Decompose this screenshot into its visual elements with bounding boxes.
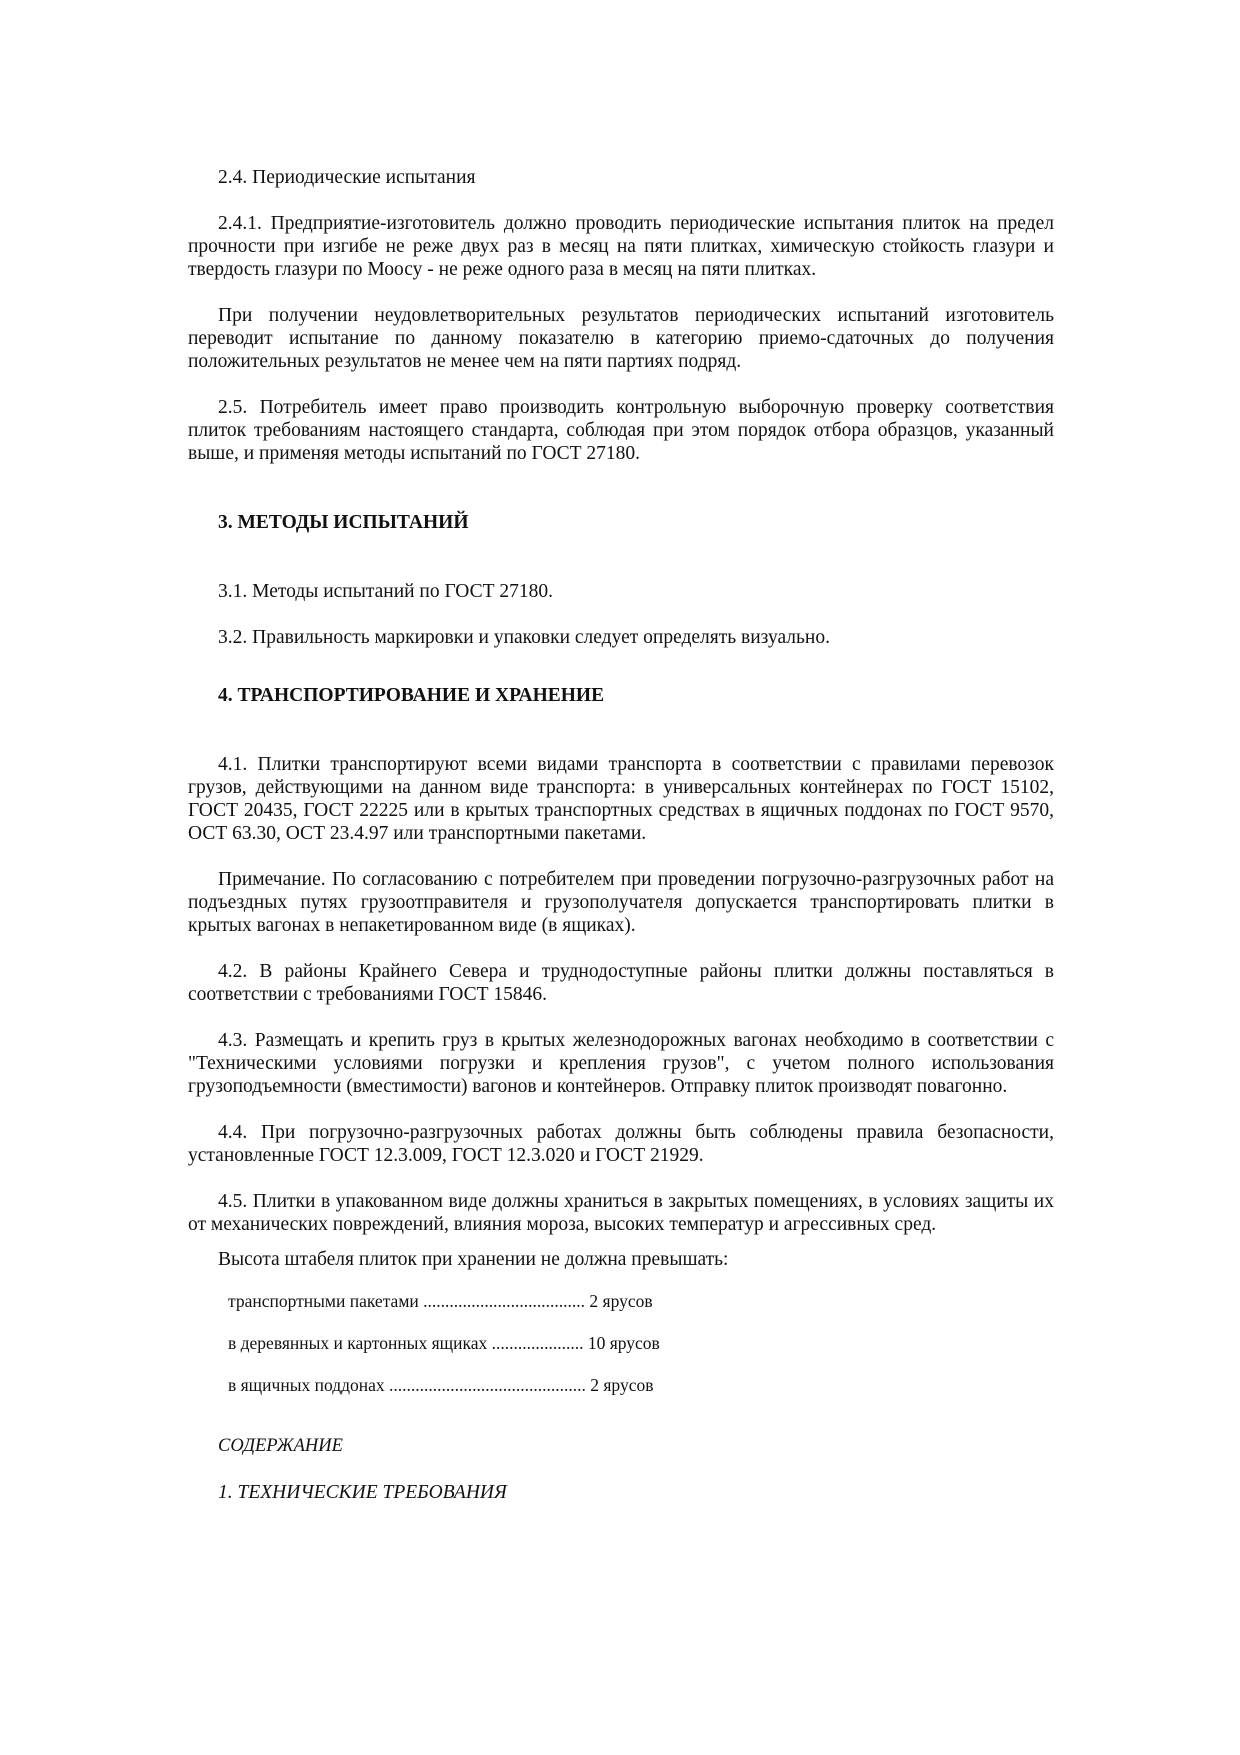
paragraph-4-3: 4.3. Размещать и крепить груз в крытых железнодорожных вагонах необходимо в соответствии с "Техническими условиями погрузки и крепления грузов", с учетом полного использования грузоподъемности (вместимости) вагонов и контейнеров. Отправку плиток производят повагонно. xyxy=(188,1030,1054,1097)
paragraph-4-5: 4.5. Плитки в упакованном виде должны храниться в закрытых помещениях, в условиях защиты их от механических повреждений, влияния мороза, высоких температур и агрессивных сред. xyxy=(188,1191,1054,1235)
document-page xyxy=(188,166,1054,1504)
list-item: в ящичных поддонах ............................................. 2 ярусов xyxy=(228,1375,654,1395)
heading-section-3: 3. МЕТОДЫ ИСПЫТАНИЙ xyxy=(218,512,469,533)
paragraph-4-5-b: Высота штабеля плиток при хранении не должна превышать: xyxy=(218,1249,729,1270)
paragraph-2-4-1: 2.4.1. Предприятие-изготовитель должно проводить периодические испытания плиток на предел прочности при изгибе не реже двух раз в месяц на пяти плитках, химическую стойкость глазури и твердость глазури по Моосу - не реже одного раза в месяц на пяти плитках. xyxy=(188,213,1054,280)
list-item: транспортными пакетами ..................................... 2 ярусов xyxy=(228,1291,653,1311)
list-item: в деревянных и картонных ящиках ..................... 10 ярусов xyxy=(228,1333,660,1353)
section-2-4-title: 2.4. Периодические испытания xyxy=(218,167,476,188)
paragraph-4-2: 4.2. В районы Крайнего Севера и труднодоступные районы плитки должны поставляться в соответствии с требованиями ГОСТ 15846. xyxy=(188,961,1054,1005)
paragraph-4-4: 4.4. При погрузочно-разгрузочных работах должны быть соблюдены правила безопасности, установленные ГОСТ 12.3.009, ГОСТ 12.3.020 и ГОСТ 21929. xyxy=(188,1122,1054,1166)
paragraph-3-2: 3.2. Правильность маркировки и упаковки следует определять визуально. xyxy=(218,627,830,648)
heading-section-4: 4. ТРАНСПОРТИРОВАНИЕ И ХРАНЕНИЕ xyxy=(218,685,605,706)
paragraph-2-5: 2.5. Потребитель имеет право производить контрольную выборочную проверку соответствия плиток требованиям настоящего стандарта, соблюдая при этом порядок отбора образцов, указанный выше, и применяя методы испытаний по ГОСТ 27180. xyxy=(188,397,1054,464)
paragraph-4-1: 4.1. Плитки транспортируют всеми видами транспорта в соответствии с правилами перевозок грузов, действующими на данном виде транспорта: в универсальных контейнерах по ГОСТ 15102, ГОСТ 20435, ГОСТ 22225 или в крытых транспортных средствах в ящичных поддонах по ГОСТ 9570, ОСТ 63.30, ОСТ 23.4.97 или транспортными пакетами. xyxy=(188,754,1054,844)
paragraph-4-1-note: Примечание. По согласованию с потребителем при проведении погрузочно-разгрузочных работ на подъездных путях грузоотправителя и грузополучателя допускается транспортировать плитки в крытых вагонах в непакетированном виде (в ящиках). xyxy=(188,869,1054,936)
toc-title: СОДЕРЖАНИЕ xyxy=(218,1436,343,1456)
stack-height-list xyxy=(188,1291,1054,1395)
paragraph-3-1: 3.1. Методы испытаний по ГОСТ 27180. xyxy=(218,581,554,602)
toc-item-1: 1. ТЕХНИЧЕСКИЕ ТРЕБОВАНИЯ xyxy=(218,1482,507,1503)
paragraph-2-4-1-b: При получении неудовлетворительных результатов периодических испытаний изготовитель переводит испытание по данному показателю в категорию приемо-сдаточных до получения положительных результатов не менее чем на пяти партиях подряд. xyxy=(188,305,1054,372)
